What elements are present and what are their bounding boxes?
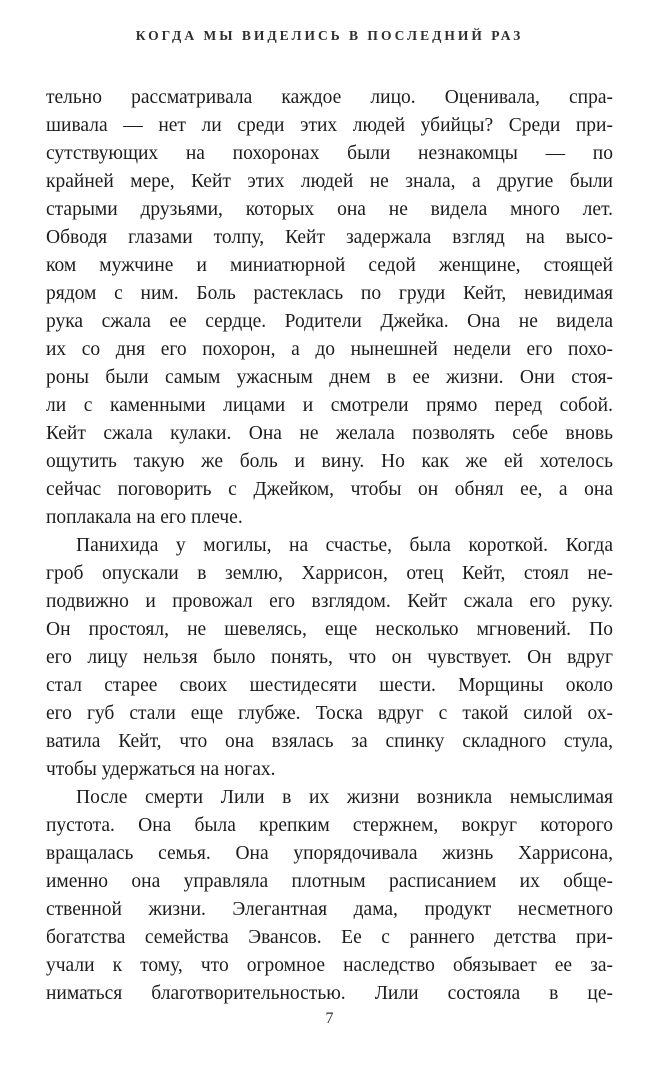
text-line: именно она управляла плотным расписанием их обще- [46, 871, 613, 892]
text-line: тельно рассматривала каждое лицо. Оценивала, спра- [46, 87, 613, 108]
text-line: его губ стали еще глубже. Тоска вдруг с такой силой ох- [46, 703, 613, 724]
text-line: сейчас поговорить с Джейком, чтобы он обнял ее, а она [46, 479, 613, 500]
text-line: поплакала на его плече. [46, 507, 243, 528]
page-number: 7 [325, 1010, 334, 1027]
text-line: вращалась семья. Она упорядочивала жизнь Харрисона, [46, 843, 613, 864]
text-line: ком мужчине и миниатюрной седой женщине, стоящей [46, 255, 613, 276]
text-line: рука сжала ее сердце. Родители Джейка. Она не видела [46, 311, 613, 332]
text-line: крайней мере, Кейт этих людей не знала, а другие были [46, 171, 613, 192]
paragraph [46, 532, 613, 784]
running-header: КОГДА МЫ ВИДЕЛИСЬ В ПОСЛЕДНИЙ РАЗ [135, 28, 524, 43]
text-line: ниматься благотворительностью. Лили состояла в це- [46, 983, 613, 1004]
text-line: пустота. Она была крепким стержнем, вокруг которого [46, 815, 613, 836]
text-line: сутствующих на похоронах были незнакомцы — по [46, 143, 613, 164]
text-line: их со дня его похорон, а до нынешней недели его похо- [46, 339, 613, 360]
text-line: чтобы удержаться на ногах. [46, 759, 276, 780]
text-line: шивала — нет ли среди этих людей убийцы? Среди при- [46, 115, 613, 136]
text-line: подвижно и провожал его взглядом. Кейт сжала его руку. [46, 591, 613, 612]
text-line: ственной жизни. Элегантная дама, продукт несметного [46, 899, 613, 920]
text-line: гроб опускали в землю, Харрисон, отец Кейт, стоял не- [46, 563, 613, 584]
text-line: старыми друзьями, которых она не видела много лет. [46, 199, 613, 220]
paragraph [46, 784, 613, 1008]
text-line: ли с каменными лицами и смотрели прямо перед собой. [46, 395, 613, 416]
text-line: учали к тому, что огромное наследство обязывает ее за- [46, 955, 613, 976]
text-line: стал старее своих шестидесяти шести. Морщины около [46, 675, 613, 696]
text-line: богатства семейства Эвансов. Ее с раннего детства при- [46, 927, 613, 948]
text-line: Обводя глазами толпу, Кейт задержала взгляд на высо- [46, 227, 613, 248]
text-line: ощутить такую же боль и вину. Но как же ей хотелось [46, 451, 613, 472]
text-line: Панихида у могилы, на счастье, была короткой. Когда [76, 535, 613, 556]
text-line: рядом с ним. Боль растеклась по груди Кейт, невидимая [46, 283, 613, 304]
text-line: После смерти Лили в их жизни возникла немыслимая [76, 787, 613, 808]
text-line: ватила Кейт, что она взялась за спинку складного стула, [46, 731, 613, 752]
text-line: его лицу нельзя было понять, что он чувствует. Он вдруг [46, 647, 613, 668]
paragraph [46, 84, 613, 532]
page-body [46, 84, 613, 1008]
text-line: Кейт сжала кулаки. Она не желала позволять себе вновь [46, 423, 613, 444]
text-line: Он простоял, не шевелясь, еще несколько мгновений. По [46, 619, 613, 640]
text-line: роны были самым ужасным днем в ее жизни. Они стоя- [46, 367, 613, 388]
